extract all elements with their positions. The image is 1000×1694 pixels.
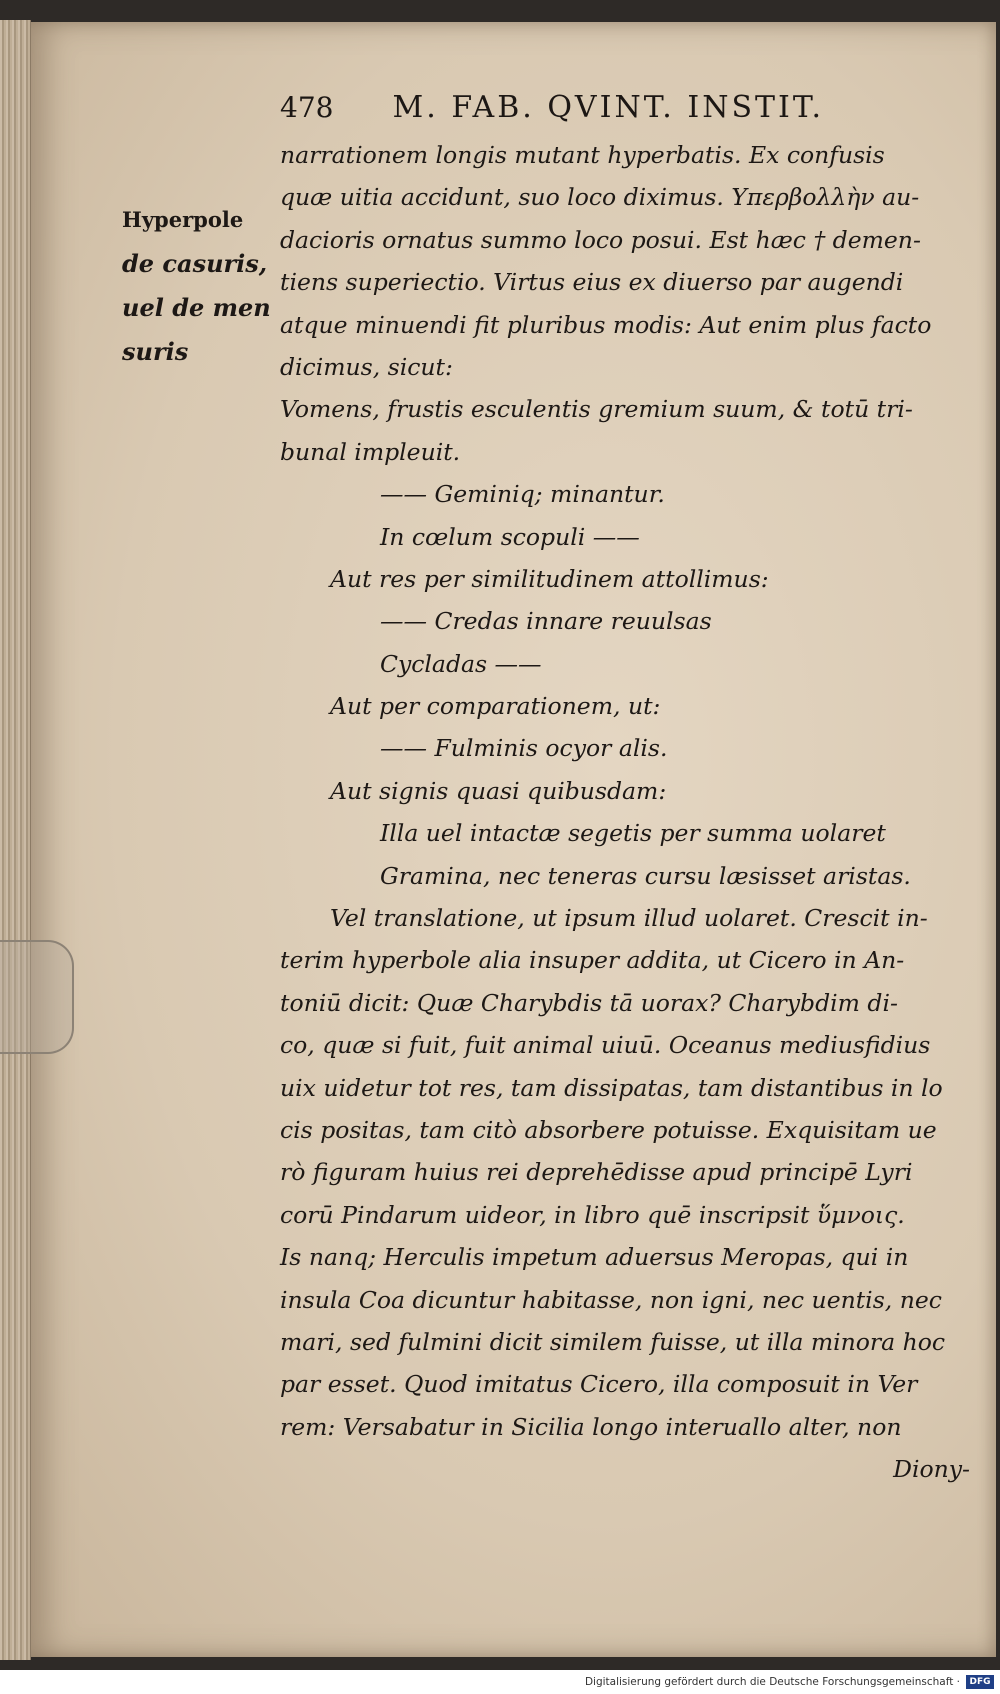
text-line: cis positas, tam citò absorbere potuisse. Exquisitam ue [280, 1115, 937, 1144]
text-line: Vel translatione, ut ipsum illud uolaret. Crescit in- [330, 904, 928, 933]
text-line: quæ uitia accidunt, suo loco diximus. Υπερβολλὴν au- [280, 183, 920, 212]
text-line: par esset. Quod imitatus Cicero, illa composuit in Ver [280, 1370, 918, 1399]
text-line: —— Fulminis ocyor alis. [380, 734, 668, 763]
page-number: 478 [280, 91, 334, 124]
book-edge [0, 20, 31, 1660]
running-title: M. FAB. QVINT. INSTIT. [392, 90, 825, 125]
text-line: Aut per comparationem, ut: [330, 692, 661, 721]
catchword: Diony- [893, 1455, 970, 1484]
text-line: insula Coa dicuntur habitasse, non igni, nec uentis, nec [280, 1285, 942, 1314]
text-line: rò figuram huius rei deprehēdisse apud principē Lyri [280, 1158, 913, 1187]
text-line: bunal impleuit. [280, 437, 461, 466]
text-line: rem: Versabatur in Sicilia longo interuallo alter, non [280, 1412, 902, 1441]
text-line: —— Geminiq; minantur. [380, 480, 665, 509]
text-line: toniū dicit: Quæ Charybdis tā uorax? Charybdim di- [280, 988, 898, 1017]
text-line: In cœlum scopuli —— [380, 522, 640, 551]
margin-note-line: de casuris, [122, 249, 268, 278]
text-line: Gramina, nec teneras cursu læsisset aristas. [380, 861, 911, 890]
text-line: Cycladas —— [380, 649, 542, 678]
margin-note-line: uel de men [122, 293, 271, 322]
text-line: dacioris ornatus summo loco posui. Est hæc † demen- [280, 225, 921, 254]
text-line: dicimus, sicut: [280, 352, 453, 381]
margin-note-line: suris [122, 337, 189, 366]
text-line: terim hyperbole alia insuper addita, ut Cicero in An- [280, 946, 905, 975]
text-line: uix uidetur tot res, tam dissipatas, tam distantibus in lo [280, 1073, 943, 1102]
body-text [280, 134, 980, 1491]
margin-note-line: Hyperpole [122, 207, 244, 232]
text-line: —— Credas innare reuulsas [380, 607, 712, 636]
text-line: atque minuendi fit pluribus modis: Aut enim plus facto [280, 310, 932, 339]
text-line: tiens superiectio. Virtus eius ex diuerso par augendi [280, 268, 904, 297]
text-line: Aut res per similitudinem attollimus: [330, 564, 769, 593]
margin-note [122, 198, 282, 374]
text-line: mari, sed fulmini dicit similem fuisse, ut illa minora hoc [280, 1327, 946, 1356]
page-clip [0, 940, 74, 1054]
text-line: Is nanq; Herculis impetum aduersus Meropas, qui in [280, 1243, 909, 1272]
text-line: corū Pindarum uideor, in libro quē inscripsit ὕμνοις. [280, 1200, 905, 1229]
text-line: co, quæ si fuit, fuit animal uiuū. Oceanus mediusfidius [280, 1031, 931, 1060]
text-line: Aut signis quasi quibusdam: [330, 776, 667, 805]
page-header [280, 90, 920, 140]
text-line: Illa uel intactæ segetis per summa uolaret [380, 819, 886, 848]
text-line: Vomens, frustis esculentis gremium suum, & totū tri- [280, 395, 913, 424]
digitization-credit: Digitalisierung gefördert durch die Deutsche Forschungsgemeinschaft · [0, 1670, 1000, 1694]
dfg-logo: DFG [966, 1675, 994, 1689]
text-line: narrationem longis mutant hyperbatis. Ex confusis [280, 141, 885, 169]
